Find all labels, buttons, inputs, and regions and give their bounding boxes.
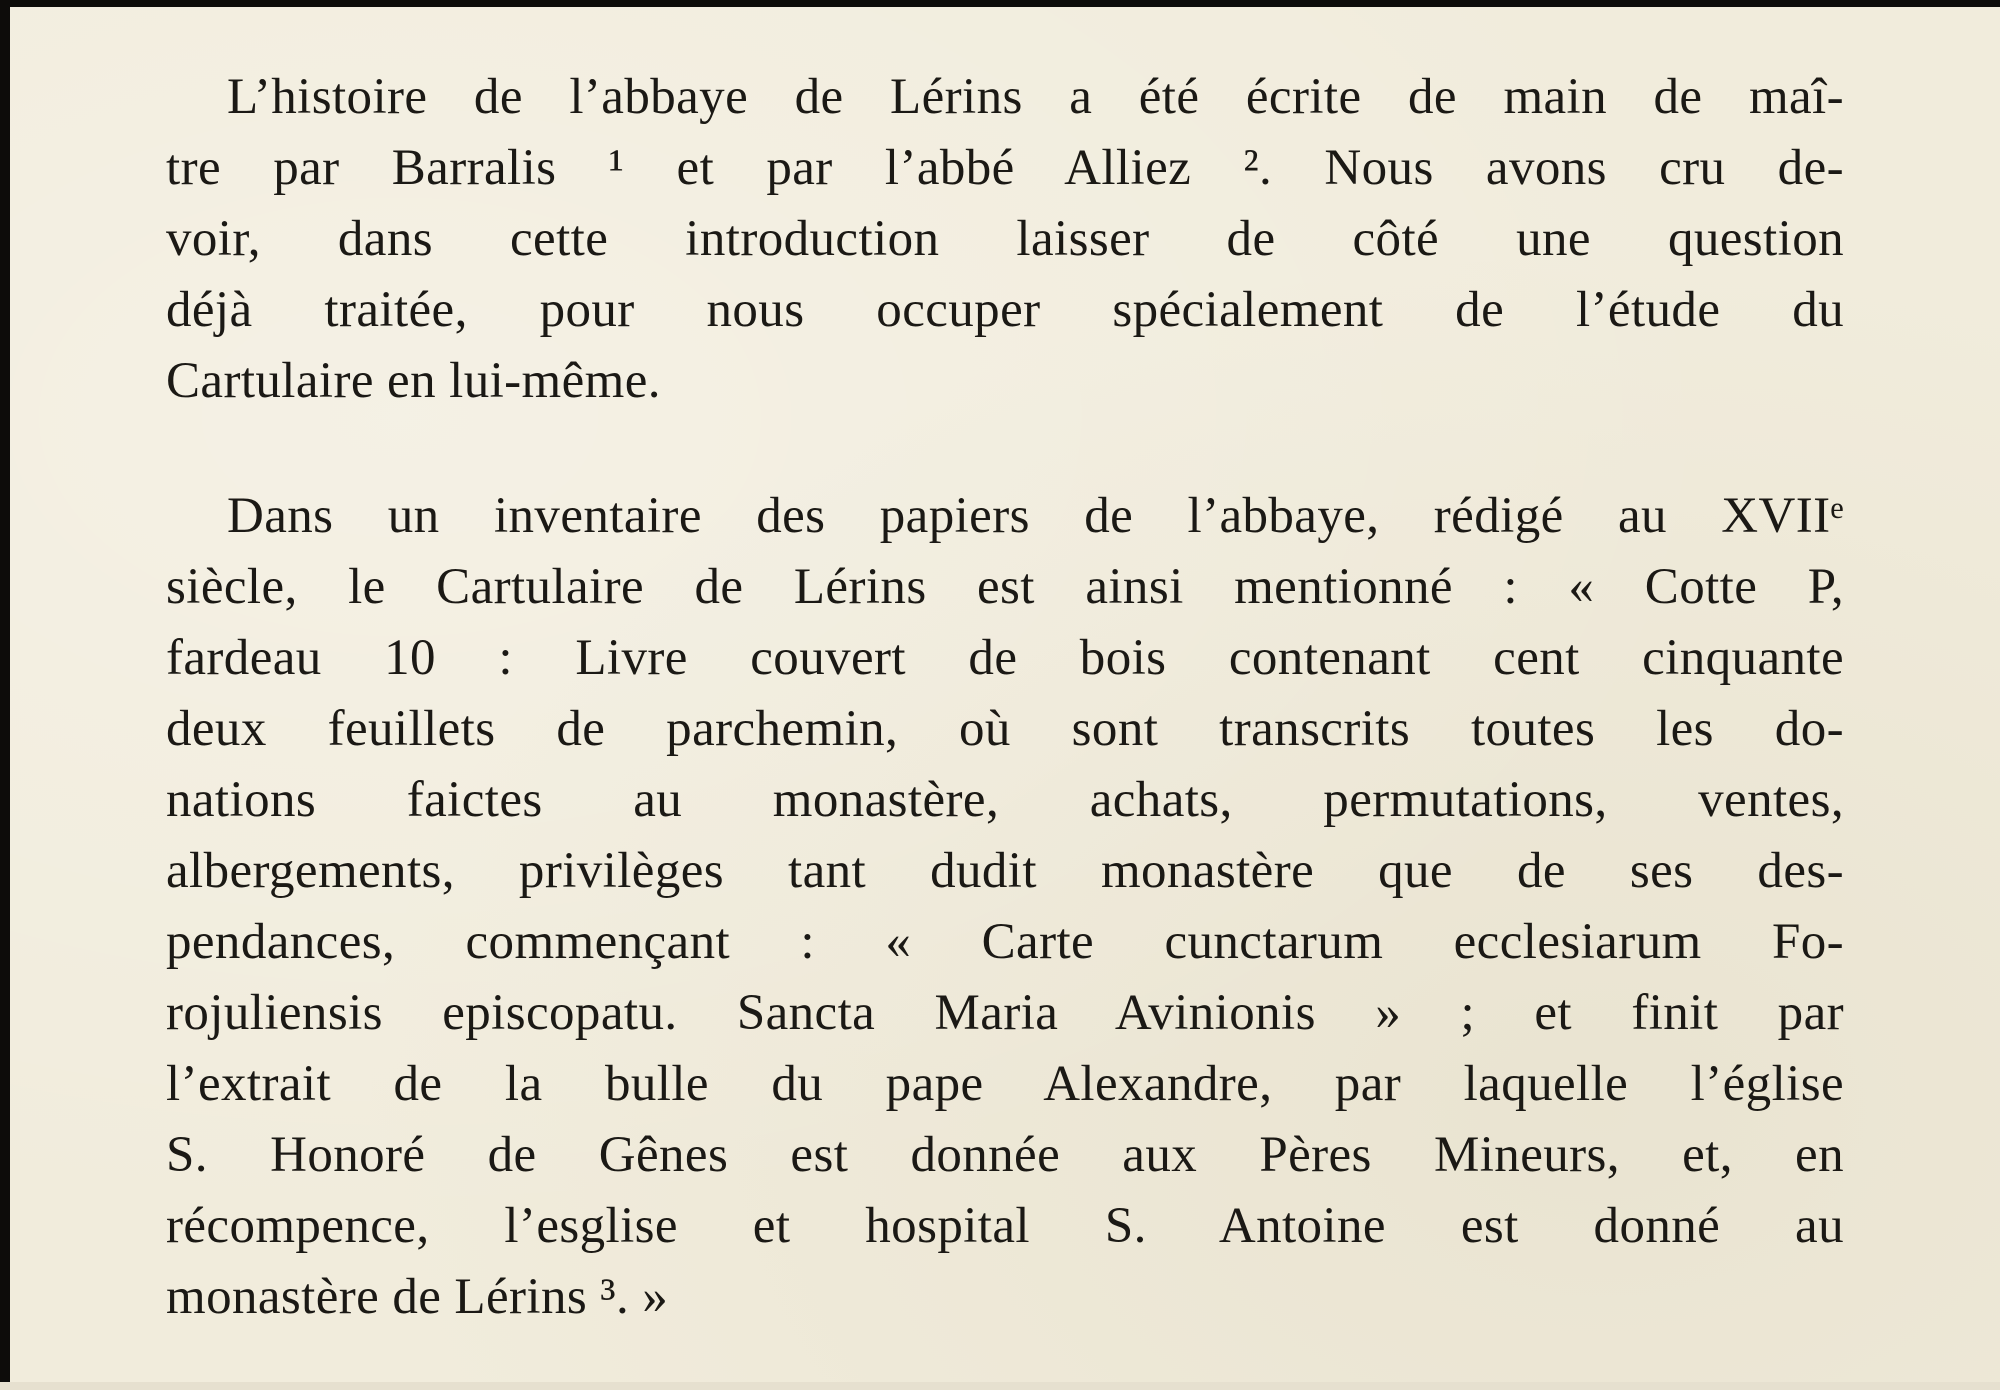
text-line: L’histoire de l’abbaye de Lérins a été écrite de main de maî-	[227, 69, 1844, 125]
text-line: pendances, commençant : « Carte cunctarum ecclesiarum Fo-	[166, 914, 1844, 970]
text-line: S. Honoré de Gênes est donnée aux Pères Mineurs, et, en	[166, 1127, 1844, 1183]
text-line: monastère de Lérins ³. »	[166, 1269, 669, 1325]
text-line: siècle, le Cartulaire de Lérins est ainsi mentionné : « Cotte P,	[166, 559, 1844, 615]
scan-border-bottom	[0, 1382, 2000, 1390]
text-line: albergements, privilèges tant dudit monastère que de ses des-	[166, 843, 1844, 899]
text-line: deux feuillets de parchemin, où sont transcrits toutes les do-	[166, 701, 1844, 757]
text-line: voir, dans cette introduction laisser de côté une question	[166, 211, 1844, 267]
text-line: tre par Barralis ¹ et par l’abbé Alliez ². Nous avons cru de-	[166, 140, 1844, 196]
text-line: Cartulaire en lui-même.	[166, 353, 661, 409]
text-line: Dans un inventaire des papiers de l’abbaye, rédigé au XVIIᵉ	[227, 488, 1844, 544]
paragraph-gap	[166, 417, 1844, 481]
text-line: nations faictes au monastère, achats, permutations, ventes,	[166, 772, 1844, 828]
text-line: l’extrait de la bulle du pape Alexandre, par laquelle l’église	[166, 1056, 1844, 1112]
text-line: récompence, l’esglise et hospital S. Antoine est donné au	[166, 1198, 1844, 1254]
scan-border-top	[0, 0, 2000, 7]
paragraph-1	[166, 62, 1844, 417]
text-line: déjà traitée, pour nous occuper spécialement de l’étude du	[166, 282, 1844, 338]
text-line: fardeau 10 : Livre couvert de bois contenant cent cinquante	[166, 630, 1844, 686]
text-line: rojuliensis episcopatu. Sancta Maria Avinionis » ; et finit par	[166, 985, 1844, 1041]
body-text	[166, 62, 1844, 1333]
paragraph-2	[166, 481, 1844, 1333]
scan-border-left	[0, 0, 10, 1390]
